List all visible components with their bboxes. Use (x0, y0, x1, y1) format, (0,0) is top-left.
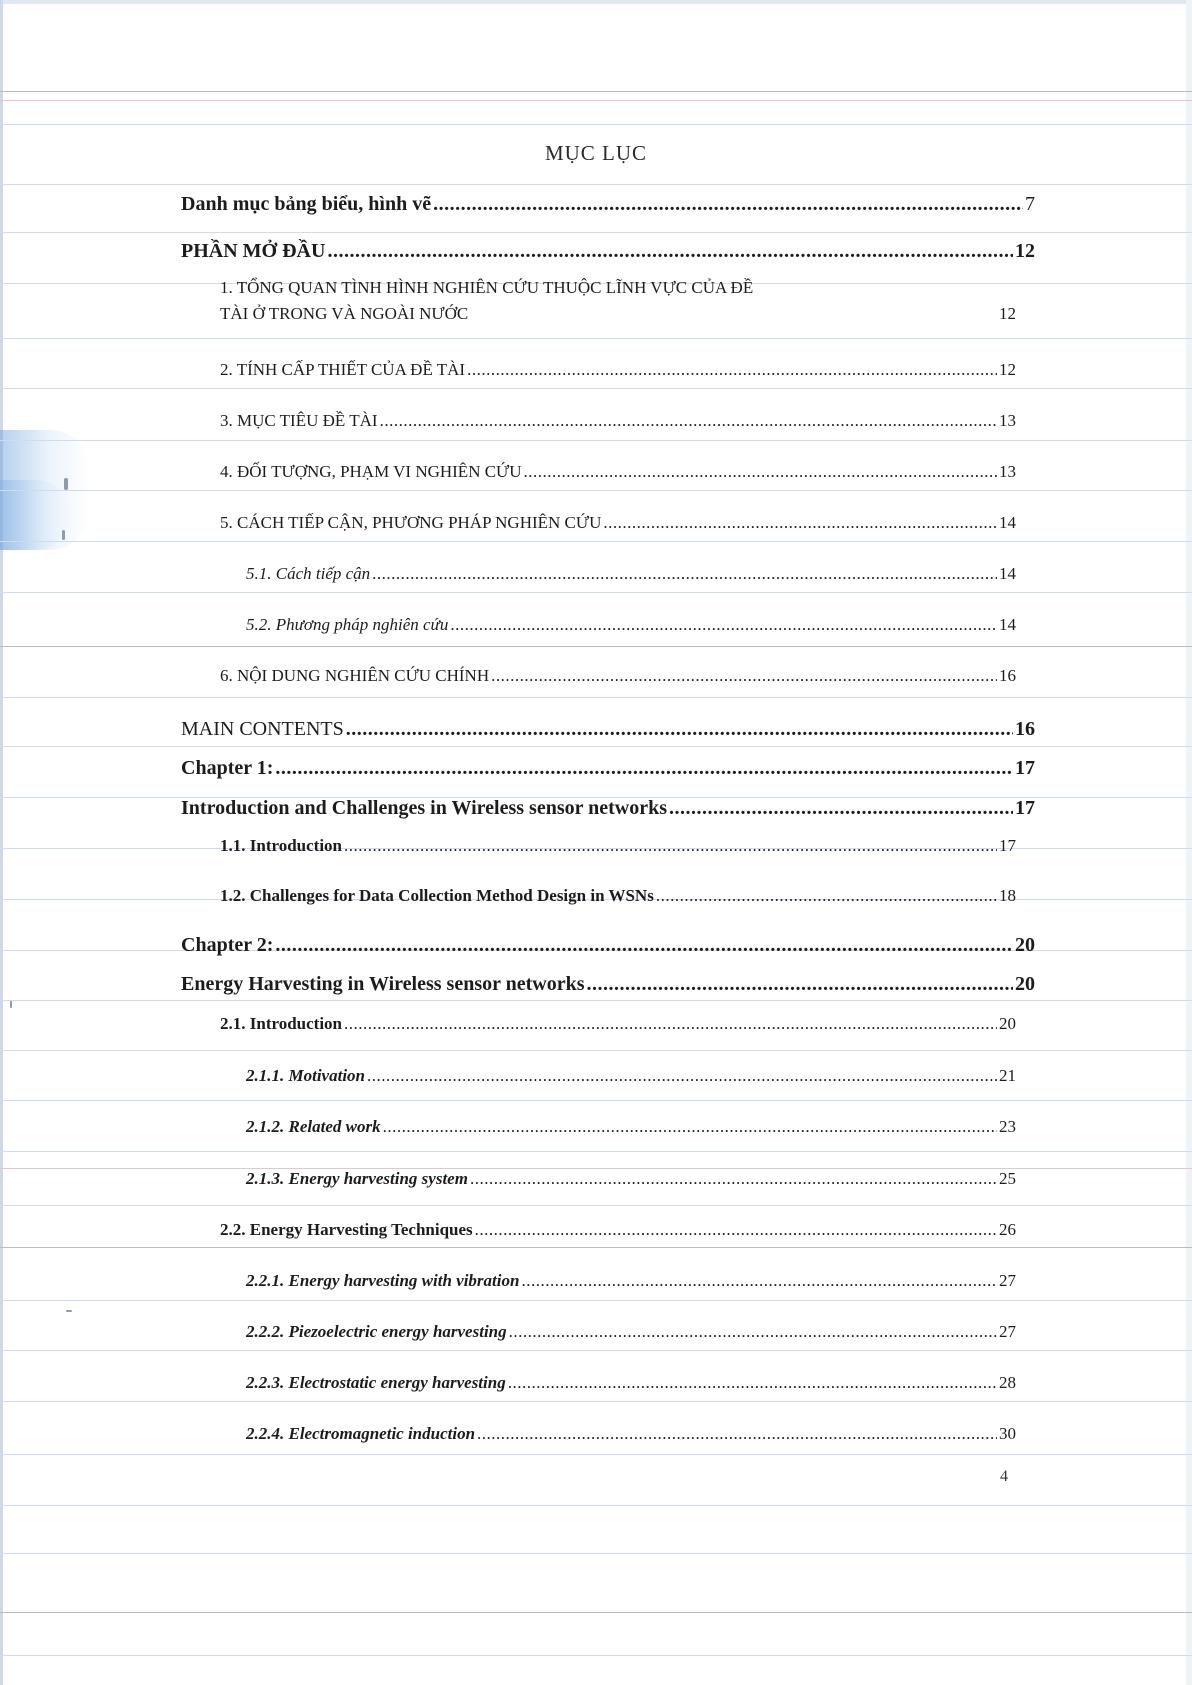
toc-leader-dots (656, 886, 997, 906)
toc-leader-dots (450, 615, 997, 635)
toc-entry-label: 2.2. Energy Harvesting Techniques (220, 1220, 473, 1239)
toc-leader-dots (380, 411, 997, 431)
toc-entry-label: 2.1. Introduction (220, 1014, 343, 1033)
toc-entry[interactable] (181, 240, 1035, 263)
ruled-line (0, 592, 1192, 593)
ruled-line (0, 124, 1192, 125)
ruled-line (0, 1050, 1192, 1051)
toc-entry[interactable] (246, 1117, 1016, 1137)
ruled-line (0, 1553, 1192, 1554)
toc-leader-dots (508, 1373, 997, 1393)
toc-leader-dots (603, 513, 997, 533)
ruled-line (0, 232, 1192, 233)
toc-leader-dots (346, 718, 1013, 741)
toc-entry[interactable] (246, 1424, 1016, 1444)
ruled-line (0, 1205, 1192, 1206)
toc-entry[interactable] (246, 1271, 1016, 1291)
toc-entry-label: Chapter 2: (181, 934, 274, 956)
toc-entry-page: 25 (999, 1169, 1016, 1188)
toc-entry-page: 14 (999, 513, 1016, 532)
toc-entry-page: 20 (999, 1014, 1016, 1033)
toc-leader-dots (344, 1014, 997, 1034)
toc-leader-dots (587, 973, 1013, 996)
toc-leader-dots (367, 1066, 997, 1086)
toc-entry-page: 12 (999, 360, 1016, 379)
toc-entry-label-continued: TÀI Ở TRONG VÀ NGOÀI NƯỚC (220, 304, 469, 323)
toc-entry-page: 17 (1015, 797, 1035, 819)
toc-entry-label: 3. MỤC TIÊU ĐỀ TÀI (220, 411, 378, 430)
toc-entry-page: 13 (999, 462, 1016, 481)
page-number: 4 (1000, 1468, 1008, 1485)
ruled-line (0, 746, 1192, 747)
toc-entry[interactable] (220, 462, 1016, 482)
ruled-line (0, 646, 1192, 647)
ruled-line (0, 1247, 1192, 1248)
toc-entry[interactable] (181, 934, 1035, 957)
toc-leader-dots (372, 564, 997, 584)
toc-leader-dots (275, 934, 1013, 957)
ruled-line (0, 1300, 1192, 1301)
toc-leader-dots (344, 836, 997, 856)
toc-leader-dots (433, 193, 1023, 216)
ruled-line (0, 184, 1192, 185)
toc-leader-dots (477, 1424, 997, 1444)
toc-entry[interactable] (181, 757, 1035, 780)
toc-leader-dots (383, 1117, 997, 1137)
toc-entry[interactable] (220, 886, 1016, 906)
toc-entry-label: 2.1.3. Energy harvesting system (246, 1169, 468, 1188)
toc-entry[interactable] (246, 1066, 1016, 1086)
scan-speck (10, 1000, 12, 1008)
toc-leader-dots (470, 1169, 997, 1189)
toc-entry[interactable] (220, 836, 1016, 856)
ruled-line (0, 1401, 1192, 1402)
toc-leader-dots (669, 797, 1013, 820)
ruled-line (0, 388, 1192, 389)
ruled-line (0, 490, 1192, 491)
toc-leader-dots (524, 462, 997, 482)
ruled-line (0, 1100, 1192, 1101)
toc-entry-label: MAIN CONTENTS (181, 718, 344, 740)
toc-entry-label: 1.1. Introduction (220, 836, 343, 855)
scan-speck (66, 1310, 72, 1312)
scan-right-edge (1186, 0, 1192, 1685)
toc-entry-label: Introduction and Challenges in Wireless sensor networks (181, 797, 668, 819)
toc-entry[interactable] (220, 1014, 1016, 1034)
toc-entry-page: 23 (999, 1117, 1016, 1136)
toc-leader-dots (521, 1271, 997, 1291)
toc-entry-label: 1. TỔNG QUAN TÌNH HÌNH NGHIÊN CỨU THUỘC LĨNH VỰC CỦA ĐỀ (220, 278, 754, 297)
toc-entry-page: 14 (999, 615, 1016, 634)
ruled-line (0, 1612, 1192, 1613)
toc-entry-label: 2.2.3. Electrostatic energy harvesting (246, 1373, 506, 1392)
toc-entry[interactable] (220, 278, 1016, 324)
ruled-line (0, 1655, 1192, 1656)
toc-entry-label: Energy Harvesting in Wireless sensor networks (181, 973, 585, 995)
scan-speck (64, 478, 68, 490)
ruled-line (0, 1505, 1192, 1506)
toc-entry-page: 12 (1015, 240, 1035, 262)
toc-entry-page: 14 (999, 564, 1016, 583)
toc-leader-dots (275, 757, 1013, 780)
toc-entry-page: 27 (999, 1271, 1016, 1290)
toc-leader-dots (327, 240, 1013, 263)
toc-entry-label: PHẦN MỞ ĐẦU (181, 240, 326, 262)
toc-entry-label: 5.1. Cách tiếp cận (246, 564, 371, 583)
ruled-line (0, 1454, 1192, 1455)
toc-entry[interactable] (246, 615, 1016, 635)
toc-entry-page: 12 (999, 304, 1016, 323)
toc-entry[interactable] (246, 1373, 1016, 1393)
toc-entry-page: 30 (999, 1424, 1016, 1443)
toc-entry-page: 20 (1015, 973, 1035, 995)
toc-entry-label: Chapter 1: (181, 757, 274, 779)
scan-top-border (0, 0, 1192, 4)
toc-leader-dots (491, 666, 997, 686)
toc-entry-label: 2.2.4. Electromagnetic induction (246, 1424, 476, 1443)
toc-entry-label: Danh mục bảng biểu, hình vẽ (181, 193, 432, 215)
toc-entry[interactable] (220, 1220, 1016, 1240)
toc-entry-page: 20 (1015, 934, 1035, 956)
ruled-line (0, 440, 1192, 441)
scan-left-edge (0, 0, 3, 1685)
toc-entry-page: 16 (999, 666, 1016, 685)
page-title: MỤC LỤC (544, 141, 648, 165)
toc-entry-page: 13 (999, 411, 1016, 430)
toc-entry-page: 7 (1025, 193, 1035, 215)
scan-speck (62, 530, 65, 540)
toc-entry-page: 26 (999, 1220, 1016, 1239)
toc-entry-label: 2.2.2. Piezoelectric energy harvesting (246, 1322, 507, 1341)
toc-entry-page: 28 (999, 1373, 1016, 1392)
toc-entry-page: 18 (999, 886, 1016, 905)
toc-entry[interactable] (246, 1169, 1016, 1189)
toc-entry[interactable] (181, 797, 1035, 820)
toc-entry[interactable] (181, 973, 1035, 996)
ruled-line (0, 91, 1192, 92)
toc-entry-label: 5. CÁCH TIẾP CẬN, PHƯƠNG PHÁP NGHIÊN CỨU (220, 513, 602, 532)
toc-entry-page: 17 (999, 836, 1016, 855)
toc-entry[interactable] (181, 193, 1035, 216)
ruled-line (0, 1000, 1192, 1001)
toc-leader-dots (475, 1220, 997, 1240)
toc-entry[interactable] (246, 564, 1016, 584)
toc-entry[interactable] (220, 411, 1016, 431)
toc-entry-page: 17 (1015, 757, 1035, 779)
ruled-line (0, 100, 1192, 101)
toc-entry-label: 2.2.1. Energy harvesting with vibration (246, 1271, 520, 1290)
toc-entry-page: 27 (999, 1322, 1016, 1341)
toc-entry-label: 1.2. Challenges for Data Collection Method Design in WSNs (220, 886, 654, 905)
toc-entry[interactable] (220, 666, 1016, 686)
ruled-line (0, 338, 1192, 339)
toc-entry[interactable] (220, 513, 1016, 533)
toc-leader-dots (509, 1322, 997, 1342)
toc-entry[interactable] (246, 1322, 1016, 1342)
ruled-line (0, 1151, 1192, 1152)
toc-entry-page: 21 (999, 1066, 1016, 1085)
toc-entry[interactable] (220, 360, 1016, 380)
toc-entry-label: 6. NỘI DUNG NGHIÊN CỨU CHÍNH (220, 666, 490, 685)
ruled-line (0, 1350, 1192, 1351)
toc-entry-page: 16 (1015, 718, 1035, 740)
toc-entry-label: 2. TÍNH CẤP THIẾT CỦA ĐỀ TÀI (220, 360, 466, 379)
ruled-line (0, 541, 1192, 542)
toc-entry[interactable] (181, 718, 1035, 741)
toc-entry-label: 2.1.1. Motivation (246, 1066, 366, 1085)
toc-entry-label: 5.2. Phương pháp nghiên cứu (246, 615, 449, 634)
ruled-line (0, 697, 1192, 698)
toc-entry-label: 4. ĐỐI TƯỢNG, PHẠM VI NGHIÊN CỨU (220, 462, 522, 481)
toc-entry-label: 2.1.2. Related work (246, 1117, 381, 1136)
toc-leader-dots (467, 360, 997, 380)
